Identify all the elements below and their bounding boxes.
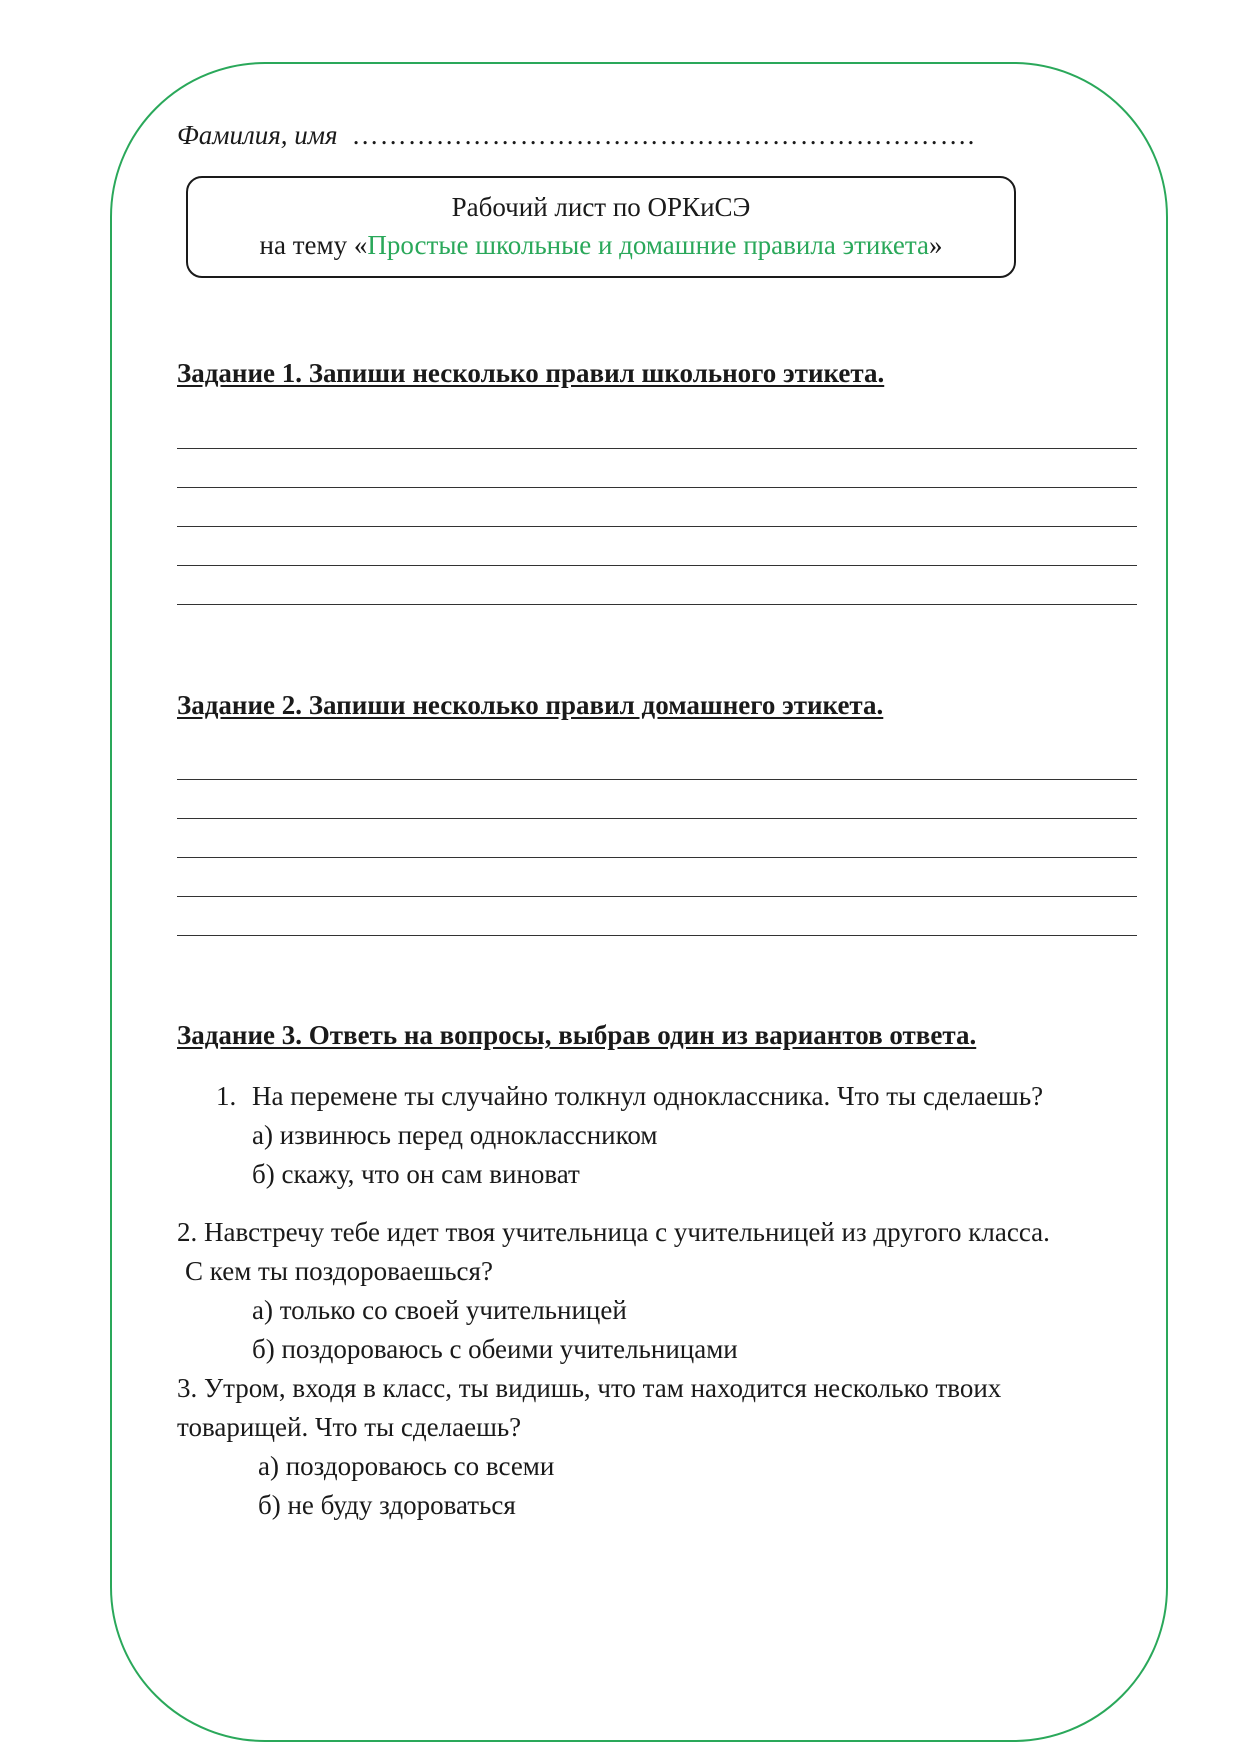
name-field: [177, 120, 975, 151]
answer-line[interactable]: [177, 819, 1137, 858]
question-1-text: На перемене ты случайно толкнул одноклассника. Что ты сделаешь?: [252, 1081, 1044, 1111]
question-3-text-cont: товарищей. Что ты сделаешь?: [177, 1412, 522, 1442]
name-label: Фамилия, имя: [177, 120, 338, 150]
title-prefix: на тему «: [259, 230, 368, 260]
title-suffix: »: [928, 230, 943, 260]
question-3-option-a[interactable]: а) поздороваюсь со всеми: [258, 1451, 555, 1481]
task-3-heading: Задание 3. Ответь на вопросы, выбрав один из вариантов ответа.: [177, 1020, 977, 1050]
answer-line[interactable]: [177, 780, 1137, 819]
title-box: [186, 176, 1016, 278]
question-2-text: 2. Навстречу тебе идет твоя учительница с учительницей из другого класса.: [177, 1217, 1050, 1247]
answer-line[interactable]: [177, 449, 1137, 488]
answer-line[interactable]: [177, 741, 1137, 780]
question-1-option-a[interactable]: а) извинюсь перед одноклассником: [252, 1120, 658, 1150]
title-line-1: Рабочий лист по ОРКиСЭ: [451, 192, 751, 222]
question-1-option-b[interactable]: б) скажу, что он сам виноват: [252, 1159, 580, 1189]
answer-line[interactable]: [177, 566, 1137, 605]
answer-line[interactable]: [177, 527, 1137, 566]
task-2-answer-lines[interactable]: [177, 741, 1137, 936]
task-2-heading: Задание 2. Запиши несколько правил домашнего этикета.: [177, 690, 884, 720]
question-2-option-b[interactable]: б) поздороваюсь с обеими учительницами: [252, 1334, 738, 1364]
title-topic: Простые школьные и домашние правила этикета: [367, 230, 929, 260]
name-dots[interactable]: ………………………………………………………….: [351, 120, 976, 150]
task-1-answer-lines[interactable]: [177, 410, 1137, 605]
answer-line[interactable]: [177, 488, 1137, 527]
question-3-option-b[interactable]: б) не буду здороваться: [258, 1490, 516, 1520]
title-line-2: [188, 226, 1014, 264]
question-2-text-cont: С кем ты поздороваешься?: [185, 1256, 493, 1286]
answer-line[interactable]: [177, 410, 1137, 449]
answer-line[interactable]: [177, 858, 1137, 897]
question-1-number: 1.: [216, 1081, 237, 1111]
question-3-text: 3. Утром, входя в класс, ты видишь, что там находится несколько твоих: [177, 1373, 1002, 1403]
answer-line[interactable]: [177, 897, 1137, 936]
question-2-option-a[interactable]: а) только со своей учительницей: [252, 1295, 627, 1325]
task-1-heading: Задание 1. Запиши несколько правил школьного этикета.: [177, 358, 885, 388]
